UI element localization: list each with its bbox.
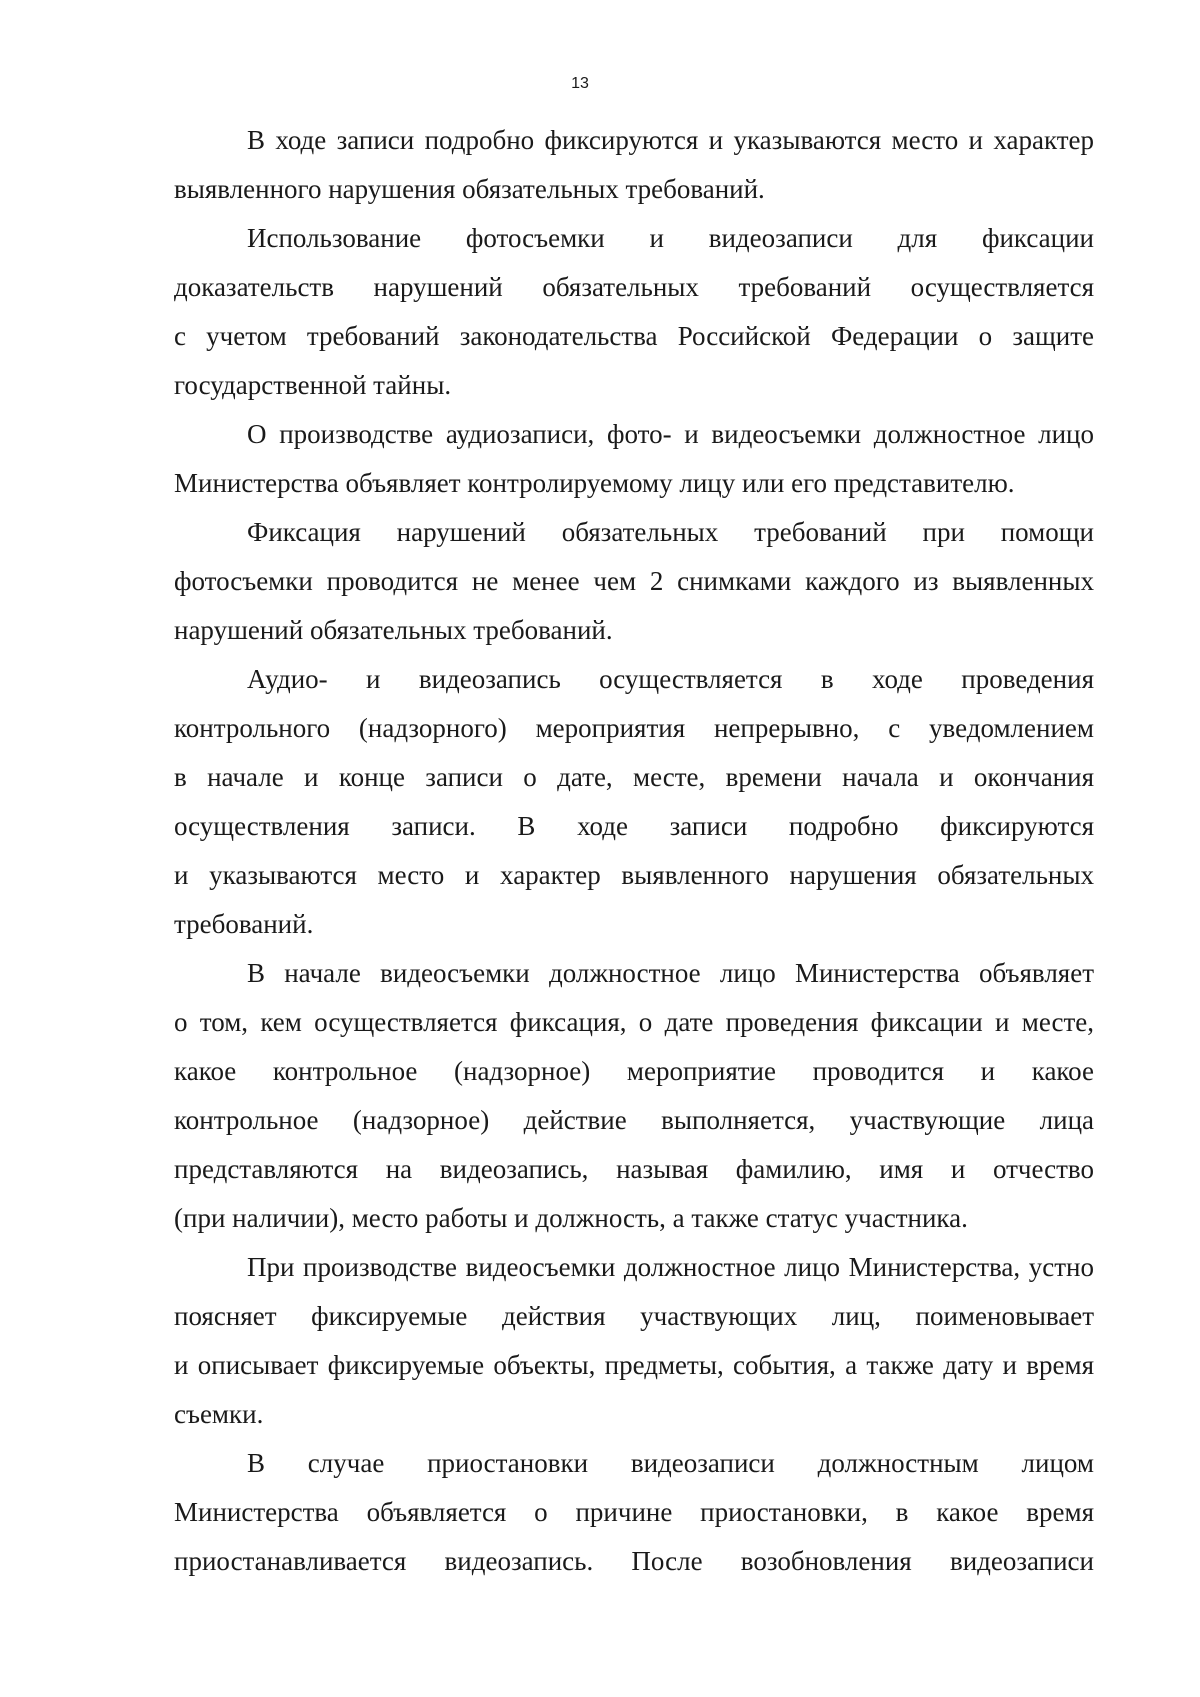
paragraph-line: контрольного (надзорного) мероприятия непрерывно, с уведомлением bbox=[174, 713, 1094, 743]
paragraph-line: В ходе записи подробно фиксируются и указываются место и характер bbox=[247, 125, 1094, 155]
paragraph-line: съемки. bbox=[174, 1399, 264, 1429]
paragraph-line: представляются на видеозапись, называя фамилию, имя и отчество bbox=[174, 1154, 1094, 1184]
paragraph bbox=[174, 949, 1094, 1243]
page-number: 13 bbox=[571, 75, 589, 92]
paragraph-line: При производстве видеосъемки должностное лицо Министерства, устно bbox=[247, 1252, 1094, 1282]
paragraph-line: какое контрольное (надзорное) мероприятие проводится и какое bbox=[174, 1056, 1094, 1086]
paragraph-line: поясняет фиксируемые действия участвующих лиц, поименовывает bbox=[174, 1301, 1094, 1331]
paragraph-line: Министерства объявляется о причине приостановки, в какое время bbox=[174, 1497, 1094, 1527]
paragraph bbox=[174, 1243, 1094, 1439]
paragraph bbox=[174, 116, 1094, 214]
paragraph-line: и описывает фиксируемые объекты, предметы, события, а также дату и время bbox=[174, 1350, 1094, 1380]
paragraph-line: выявленного нарушения обязательных требований. bbox=[174, 174, 765, 204]
document-body bbox=[174, 116, 1094, 1586]
paragraph-line: требований. bbox=[174, 909, 314, 939]
paragraph-line: о том, кем осуществляется фиксация, о дате проведения фиксации и месте, bbox=[174, 1007, 1094, 1037]
paragraph-line: Использование фотосъемки и видеозаписи для фиксации bbox=[247, 223, 1094, 253]
paragraph bbox=[174, 655, 1094, 949]
paragraph bbox=[174, 1439, 1094, 1586]
paragraph-line: приостанавливается видеозапись. После возобновления видеозаписи bbox=[174, 1546, 1094, 1576]
paragraph-line: Аудио- и видеозапись осуществляется в ходе проведения bbox=[247, 664, 1094, 694]
paragraph-line: осуществления записи. В ходе записи подробно фиксируются bbox=[174, 811, 1094, 841]
paragraph bbox=[174, 508, 1094, 655]
paragraph-line: и указываются место и характер выявленного нарушения обязательных bbox=[174, 860, 1094, 890]
paragraph-line: О производстве аудиозаписи, фото- и видеосъемки должностное лицо bbox=[247, 419, 1094, 449]
paragraph-line: в начале и конце записи о дате, месте, времени начала и окончания bbox=[174, 762, 1094, 792]
paragraph-line: с учетом требований законодательства Российской Федерации о защите bbox=[174, 321, 1094, 351]
paragraph-line: Министерства объявляет контролируемому лицу или его представителю. bbox=[174, 468, 1015, 498]
paragraph-line: В начале видеосъемки должностное лицо Министерства объявляет bbox=[247, 958, 1094, 988]
paragraph-line: государственной тайны. bbox=[174, 370, 452, 400]
paragraph-line: В случае приостановки видеозаписи должностным лицом bbox=[247, 1448, 1094, 1478]
paragraph-line: нарушений обязательных требований. bbox=[174, 615, 613, 645]
paragraph-line: контрольное (надзорное) действие выполняется, участвующие лица bbox=[174, 1105, 1094, 1135]
paragraph bbox=[174, 410, 1094, 508]
paragraph-line: доказательств нарушений обязательных требований осуществляется bbox=[174, 272, 1094, 302]
paragraph bbox=[174, 214, 1094, 410]
paragraph-line: Фиксация нарушений обязательных требований при помощи bbox=[247, 517, 1094, 547]
paragraph-line: (при наличии), место работы и должность, а также статус участника. bbox=[174, 1203, 968, 1233]
paragraph-line: фотосъемки проводится не менее чем 2 снимками каждого из выявленных bbox=[174, 566, 1094, 596]
